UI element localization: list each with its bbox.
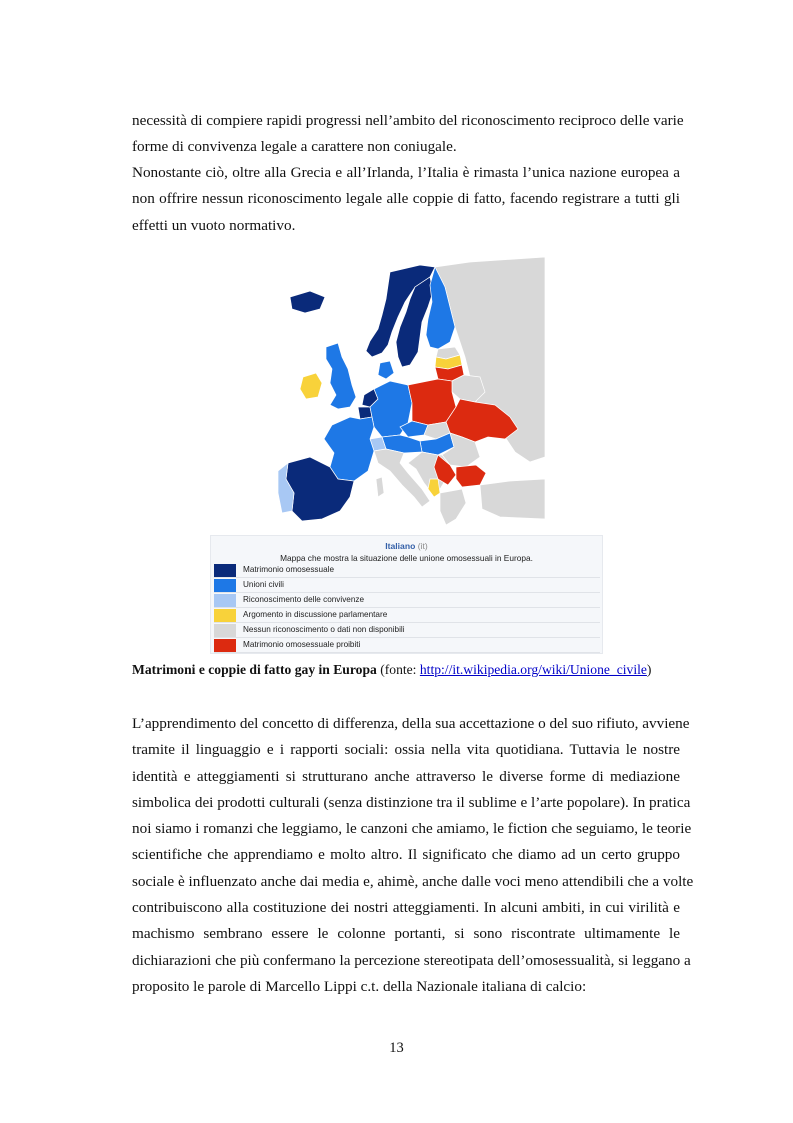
text-line: proposito le parole di Marcello Lippi c.t. della Nazionale italiana di calcio: [132, 977, 587, 995]
legend-item-none [214, 623, 600, 637]
caption-title: Matrimoni e coppie di fatto gay in Europa [132, 662, 377, 677]
text-line: simbolica dei prodotti culturali (senza distinzione tra il sublime e l’arte popolare). In pratica [132, 793, 691, 811]
legend-language [211, 541, 602, 551]
legend-item-marriage [214, 563, 600, 577]
language-name: Italiano [385, 541, 416, 551]
legend-item-parliament [214, 608, 600, 622]
paragraph-intro [132, 108, 684, 161]
legend-item-civil-unions [214, 578, 600, 592]
legend-item-prohibited [214, 638, 600, 652]
text-line: non offrire nessun riconoscimento legale alle coppie di fatto, facendo registrare a tutti gli [132, 190, 680, 208]
caption-source-prefix: (fonte: [376, 662, 420, 677]
text-line: L’apprendimento del concetto di differenza, della sua accettazione o del suo rifiuto, avviene [132, 715, 690, 732]
ireland-region [300, 373, 322, 399]
text-line: machismo sembrano essere le colonne portanti, si sono riscontrate ultimamente le [132, 925, 680, 943]
text-line: identità e atteggiamenti si strutturano anche attraverso le diverse forme di mediazione [132, 767, 680, 785]
figure-caption [132, 662, 651, 678]
legend-label: Riconoscimento delle convivenze [243, 595, 365, 604]
text-line: contribuiscono alla costituzione dei nostri atteggiamenti. In alcuni ambiti, in cui virilità e [132, 899, 680, 917]
map-legend [210, 535, 603, 654]
legend-label: Nessun riconoscimento o dati non disponibili [243, 625, 405, 634]
legend-caption: Mappa che mostra la situazione delle unione omosessuali in Europa. [280, 553, 533, 563]
page-number: 13 [389, 1040, 404, 1056]
color-swatch [214, 624, 236, 637]
source-link[interactable]: http://it.wikipedia.org/wiki/Unione_civile [419, 662, 647, 677]
text-line: forme di convivenza legale a carattere non coniugale. [132, 138, 457, 156]
language-code: (it) [417, 541, 428, 551]
legend-label: Unioni civili [243, 580, 284, 589]
color-swatch [214, 594, 236, 607]
text-line: effetti un vuoto normativo. [132, 216, 296, 234]
text-line: dichiarazioni che più confermano la percezione stereotipata dell’omosessualità, si leggano a [132, 951, 691, 969]
paragraph-italy [132, 160, 680, 239]
text-line: scientifiche che apprendiamo e molto altro. Il significato che diamo ad un certo gruppo [132, 846, 680, 864]
legend-label: Matrimonio omosessuale proibiti [243, 640, 361, 649]
legend-label: Argomento in discussione parlamentare [243, 610, 388, 619]
legend-label: Matrimonio omosessuale [243, 565, 335, 574]
color-swatch [214, 579, 236, 592]
color-swatch [214, 609, 236, 622]
color-swatch [214, 639, 236, 652]
color-swatch [214, 564, 236, 577]
text-line: Nonostante ciò, oltre alla Grecia e all’Irlanda, l’Italia è rimasta l’unica nazione europea a [132, 164, 680, 181]
caption-source-suffix: ) [646, 662, 652, 677]
text-line: sociale è influenzato anche dai media e, ahimè, anche dalle voci meno attendibili che a volte [132, 872, 694, 890]
legend-item-cohabitation [214, 593, 600, 607]
text-line: noi siamo i romanzi che leggiamo, le canzoni che amiamo, le fiction che seguiamo, le teorie [132, 820, 692, 838]
paragraph-differenza [132, 711, 694, 1000]
text-line: necessità di compiere rapidi progressi nell’ambito del riconoscimento reciproco delle varie [132, 112, 684, 129]
text-line: tramite il linguaggio e i rapporti sociali: ossia nella vita quotidiana. Tuttavia le nostre [132, 741, 680, 759]
europe-map [270, 257, 545, 532]
